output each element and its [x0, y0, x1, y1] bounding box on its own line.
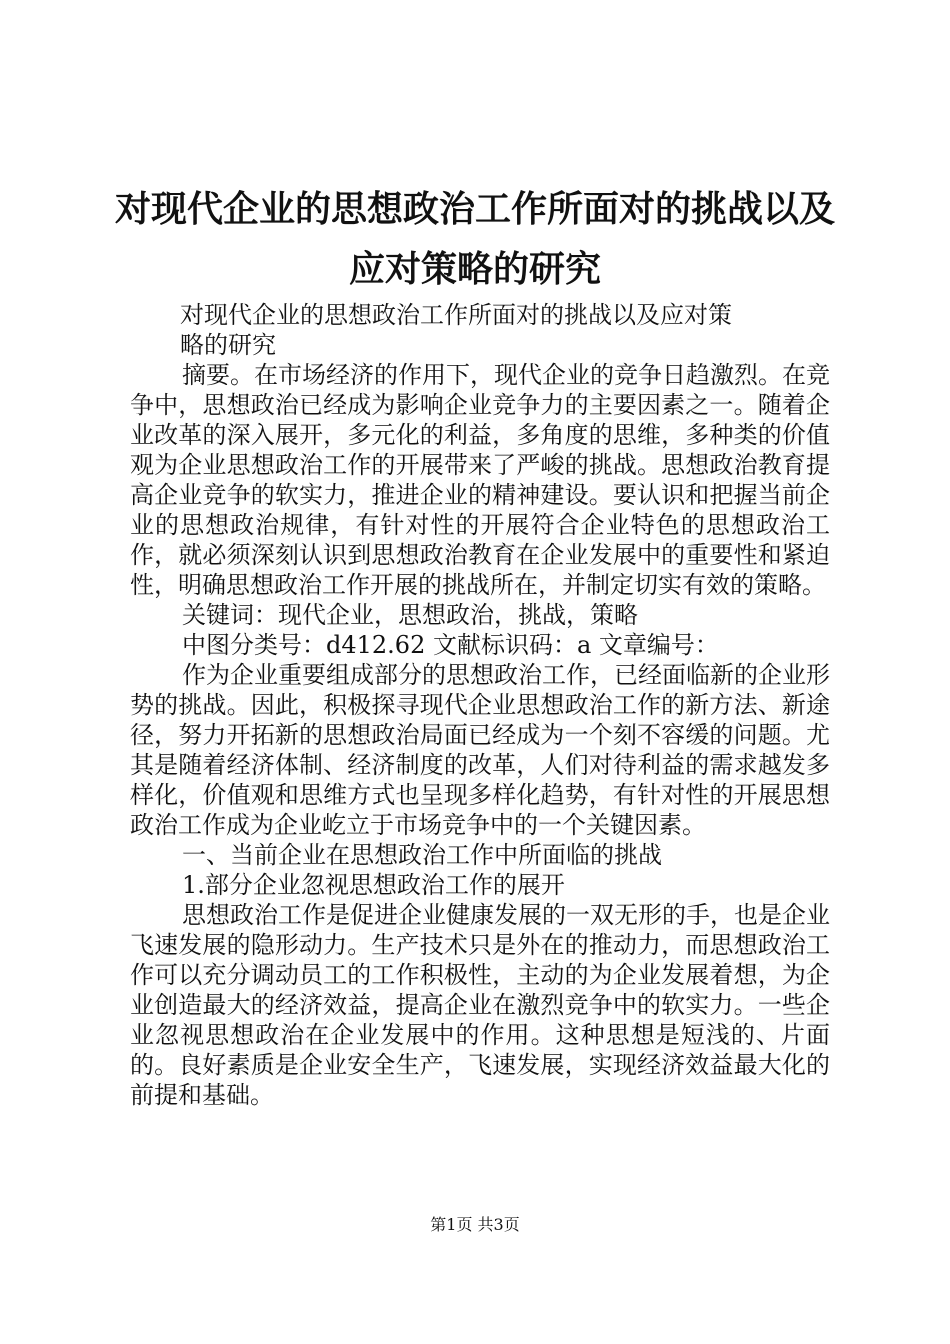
page-footer: 第1页 共3页	[430, 1215, 520, 1234]
document-title-line-2: 应对策略的研究	[348, 249, 601, 290]
repeat-title-line-1: 对现代企业的思想政治工作所面对的挑战以及应对策	[180, 301, 732, 329]
document-body	[130, 300, 830, 1110]
section-1-heading: 一、当前企业在思想政治工作中所面临的挑战	[182, 841, 662, 869]
subsection-1-heading: 1.部分企业忽视思想政治工作的展开	[182, 871, 565, 899]
repeat-title	[130, 300, 830, 360]
document-title-line-1: 对现代企业的思想政治工作所面对的挑战以及	[114, 189, 835, 230]
classification-line: 中图分类号：d412.62 文献标识码：a 文章编号：	[182, 631, 719, 659]
repeat-title-line-2: 略的研究	[180, 331, 276, 359]
subsection-1-paragraph: 思想政治工作是促进企业健康发展的一双无形的手，也是企业飞速发展的隐形动力。生产技术只是外在的推动力，而思想政治工作可以充分调动员工的工作积极性，主动的为企业发展着想，为企业创造最大的经济效益，提高企业在激烈竞争中的软实力。一些企业忽视思想政治在企业发展中的作用。这种思想是短浅的、片面的。良好素质是企业安全生产，飞速发展，实现经济效益最大化的前提和基础。	[130, 901, 830, 1109]
keywords-line: 关键词：现代企业，思想政治，挑战，策略	[182, 601, 638, 629]
intro-paragraph: 作为企业重要组成部分的思想政治工作，已经面临新的企业形势的挑战。因此，积极探寻现代企业思想政治工作的新方法、新途径，努力开拓新的思想政治局面已经成为一个刻不容缓的问题。尤其是随着经济体制、经济制度的改革，人们对待利益的需求越发多样化，价值观和思维方式也呈现多样化趋势，有针对性的开展思想政治工作成为企业屹立于市场竞争中的一个关键因素。	[130, 661, 830, 839]
abstract-paragraph: 摘要。在市场经济的作用下，现代企业的竞争日趋激烈。在竞争中，思想政治已经成为影响企业竞争力的主要因素之一。随着企业改革的深入展开，多元化的利益，多角度的思维，多种类的价值观为企业思想政治工作的开展带来了严峻的挑战。思想政治教育提高企业竞争的软实力，推进企业的精神建设。要认识和把握当前企业的思想政治规律，有针对性的开展符合企业特色的思想政治工作，就必须深刻认识到思想政治教育在企业发展中的重要性和紧迫性，明确思想政治工作开展的挑战所在，并制定切实有效的策略。	[130, 361, 830, 599]
